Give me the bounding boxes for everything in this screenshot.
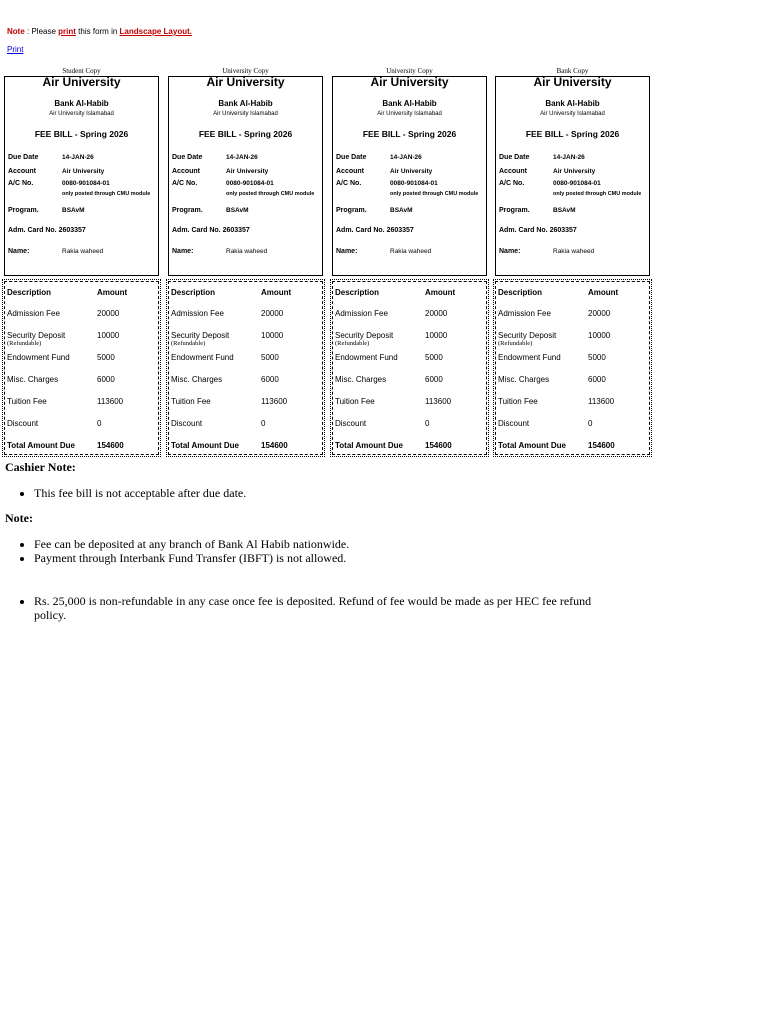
total-amount: 154600 bbox=[588, 441, 615, 450]
note-text-b: this form in bbox=[78, 27, 118, 36]
university-name: Air University bbox=[533, 76, 612, 89]
due-date: 14-JAN-26 bbox=[390, 154, 422, 161]
ac-no-row: A/C No. 0080-901084-01 bbox=[8, 180, 110, 187]
bill-title: FEE BILL - Spring 2026 bbox=[362, 129, 457, 139]
university-name: Air University bbox=[370, 76, 449, 89]
ac-note: only posted through CMU module bbox=[226, 191, 315, 197]
fee-table bbox=[332, 281, 487, 455]
ac-note: only posted through CMU module bbox=[390, 191, 479, 197]
fee-subnote: (Refundable) bbox=[498, 340, 533, 347]
university-name: Air University bbox=[42, 76, 121, 89]
due-date: 14-JAN-26 bbox=[62, 154, 94, 161]
fee-description: Admission Fee bbox=[335, 309, 388, 318]
fee-table-header bbox=[171, 288, 320, 302]
fee-description: Discount bbox=[7, 419, 39, 428]
fee-amount: 10000 bbox=[97, 331, 120, 340]
fee-amount: 5000 bbox=[425, 353, 443, 362]
student-name: Rakia waheed bbox=[226, 248, 268, 255]
fee-subnote: (Refundable) bbox=[7, 340, 42, 347]
ac-no: 0080-901084-01 bbox=[390, 180, 438, 187]
fee-description: Misc. Charges bbox=[171, 375, 223, 384]
fee-description: Misc. Charges bbox=[7, 375, 59, 384]
col-description: Description bbox=[7, 288, 52, 297]
fee-description: Misc. Charges bbox=[335, 375, 387, 384]
fee-row bbox=[171, 375, 320, 389]
fee-amount: 6000 bbox=[261, 375, 279, 384]
total-row bbox=[335, 441, 484, 455]
ac-no: 0080-901084-01 bbox=[226, 180, 274, 187]
fee-description: Discount bbox=[171, 419, 203, 428]
account-row: Account Air University bbox=[8, 168, 105, 175]
total-row bbox=[171, 441, 320, 455]
fee-description: Security Deposit bbox=[171, 331, 230, 340]
fee-row bbox=[7, 309, 156, 323]
note-layout: Landscape Layout. bbox=[119, 27, 192, 36]
fee-description: Endowment Fund bbox=[498, 353, 561, 362]
fee-row bbox=[335, 375, 484, 389]
adm-card-row: Adm. Card No. 2603357 bbox=[8, 227, 86, 234]
fee-row bbox=[335, 419, 484, 433]
account: Air University bbox=[390, 168, 433, 175]
ac-no-row: A/C No. 0080-901084-01 bbox=[499, 180, 601, 187]
note-print-word: print bbox=[58, 27, 76, 36]
total-label: Total Amount Due bbox=[171, 441, 239, 450]
due-date-row: Due Date 14-JAN-26 bbox=[172, 154, 258, 161]
fee-row bbox=[7, 419, 156, 433]
adm-card-no: 2603357 bbox=[549, 227, 577, 234]
account: Air University bbox=[226, 168, 269, 175]
fee-description: Tuition Fee bbox=[171, 397, 211, 406]
fee-description: Tuition Fee bbox=[498, 397, 538, 406]
note-list-2 bbox=[14, 594, 624, 622]
fee-description: Admission Fee bbox=[7, 309, 60, 318]
ac-note: only posted through CMU module bbox=[553, 191, 642, 197]
student-name: Rakia waheed bbox=[553, 248, 595, 255]
fee-amount: 10000 bbox=[588, 331, 611, 340]
fee-row bbox=[171, 353, 320, 367]
ac-no-row: A/C No. 0080-901084-01 bbox=[172, 180, 274, 187]
fee-table-header bbox=[335, 288, 484, 302]
adm-card-no: 2603357 bbox=[58, 227, 86, 234]
fee-amount: 6000 bbox=[588, 375, 606, 384]
total-amount: 154600 bbox=[97, 441, 124, 450]
total-label: Total Amount Due bbox=[498, 441, 566, 450]
fee-subnote: (Refundable) bbox=[171, 340, 206, 347]
fee-amount: 0 bbox=[588, 419, 593, 428]
fee-row bbox=[498, 419, 647, 433]
adm-card-no: 2603357 bbox=[386, 227, 414, 234]
fee-table bbox=[495, 281, 650, 455]
university-name: Air University bbox=[206, 76, 285, 89]
fee-row bbox=[7, 331, 156, 345]
fee-row bbox=[7, 375, 156, 389]
due-date-row: Due Date 14-JAN-26 bbox=[336, 154, 422, 161]
note-label: Note bbox=[7, 27, 25, 36]
bill-title: FEE BILL - Spring 2026 bbox=[525, 129, 620, 139]
ac-no-row: A/C No. 0080-901084-01 bbox=[336, 180, 438, 187]
col-description: Description bbox=[335, 288, 380, 297]
ac-note: only posted through CMU module bbox=[62, 191, 151, 197]
program: BSAvM bbox=[62, 207, 85, 214]
fee-amount: 6000 bbox=[425, 375, 443, 384]
fee-row bbox=[171, 331, 320, 345]
total-amount: 154600 bbox=[261, 441, 288, 450]
fee-description: Security Deposit bbox=[335, 331, 394, 340]
ac-no: 0080-901084-01 bbox=[62, 180, 110, 187]
bill-title: FEE BILL - Spring 2026 bbox=[198, 129, 293, 139]
fee-row bbox=[498, 309, 647, 323]
fee-row bbox=[335, 397, 484, 411]
fee-description: Admission Fee bbox=[498, 309, 551, 318]
copy-label: Student Copy bbox=[62, 67, 101, 75]
copy-label: University Copy bbox=[222, 67, 269, 75]
fee-description: Security Deposit bbox=[7, 331, 66, 340]
fee-row bbox=[498, 353, 647, 367]
name-row: Name: Rakia waheed bbox=[336, 248, 432, 255]
account: Air University bbox=[62, 168, 105, 175]
fee-amount: 113600 bbox=[97, 397, 124, 406]
fee-row bbox=[498, 375, 647, 389]
due-date-row: Due Date 14-JAN-26 bbox=[8, 154, 94, 161]
fee-amount: 6000 bbox=[97, 375, 115, 384]
fee-amount: 5000 bbox=[97, 353, 115, 362]
col-description: Description bbox=[498, 288, 543, 297]
adm-card-row: Adm. Card No. 2603357 bbox=[499, 227, 577, 234]
note-list bbox=[14, 537, 624, 565]
name-row: Name: Rakia waheed bbox=[172, 248, 268, 255]
col-amount: Amount bbox=[588, 288, 619, 297]
program: BSAvM bbox=[226, 207, 249, 214]
note-item: • Fee can be deposited at any branch of Bank Al Habib nationwide. bbox=[34, 537, 624, 551]
fee-description: Discount bbox=[335, 419, 367, 428]
fee-description: Admission Fee bbox=[171, 309, 224, 318]
fee-amount: 20000 bbox=[425, 309, 448, 318]
note-item: • Payment through Interbank Fund Transfer (IBFT) is not allowed. bbox=[34, 551, 624, 565]
total-label: Total Amount Due bbox=[335, 441, 403, 450]
fee-row bbox=[335, 331, 484, 345]
fee-bill-copy bbox=[168, 66, 323, 455]
copy-label: Bank Copy bbox=[556, 67, 589, 75]
col-amount: Amount bbox=[261, 288, 292, 297]
fee-amount: 10000 bbox=[261, 331, 284, 340]
fee-description: Tuition Fee bbox=[7, 397, 47, 406]
fee-description: Endowment Fund bbox=[335, 353, 398, 362]
cashier-note-list bbox=[14, 486, 624, 500]
bank-branch: Air University Islamabad bbox=[377, 111, 442, 117]
program-row: Program. BSAvM bbox=[336, 207, 413, 214]
fee-table bbox=[4, 281, 159, 455]
fee-bill-copy bbox=[495, 66, 650, 455]
due-date: 14-JAN-26 bbox=[226, 154, 258, 161]
name-row: Name: Rakia waheed bbox=[8, 248, 104, 255]
fee-row bbox=[335, 353, 484, 367]
copy-label: University Copy bbox=[386, 67, 433, 75]
fee-amount: 113600 bbox=[588, 397, 615, 406]
col-description: Description bbox=[171, 288, 216, 297]
fee-amount: 20000 bbox=[261, 309, 284, 318]
bill-header bbox=[4, 76, 159, 276]
col-amount: Amount bbox=[425, 288, 456, 297]
total-row bbox=[7, 441, 156, 455]
total-amount: 154600 bbox=[425, 441, 452, 450]
fee-description: Misc. Charges bbox=[498, 375, 550, 384]
fee-row bbox=[498, 397, 647, 411]
bank-branch: Air University Islamabad bbox=[213, 111, 278, 117]
student-name: Rakia waheed bbox=[62, 248, 104, 255]
adm-card-row: Adm. Card No. 2603357 bbox=[172, 227, 250, 234]
account-row: Account Air University bbox=[172, 168, 269, 175]
total-label: Total Amount Due bbox=[7, 441, 75, 450]
fee-description: Tuition Fee bbox=[335, 397, 375, 406]
bank-name: Bank Al-Habib bbox=[382, 99, 437, 108]
fee-row bbox=[171, 419, 320, 433]
fee-amount: 0 bbox=[425, 419, 430, 428]
program-row: Program. BSAvM bbox=[172, 207, 249, 214]
fee-description: Endowment Fund bbox=[7, 353, 70, 362]
total-row bbox=[498, 441, 647, 455]
fee-row bbox=[171, 309, 320, 323]
bill-header bbox=[168, 76, 323, 276]
adm-card-row: Adm. Card No. 2603357 bbox=[336, 227, 414, 234]
due-date: 14-JAN-26 bbox=[553, 154, 585, 161]
bank-name: Bank Al-Habib bbox=[54, 99, 109, 108]
bank-branch: Air University Islamabad bbox=[540, 111, 605, 117]
fee-description: Endowment Fund bbox=[171, 353, 234, 362]
fee-table-header bbox=[498, 288, 647, 302]
fee-row bbox=[7, 397, 156, 411]
bank-branch: Air University Islamabad bbox=[49, 111, 114, 117]
fee-row bbox=[171, 397, 320, 411]
note-title: Note: bbox=[5, 511, 33, 525]
print-link[interactable]: Print bbox=[7, 45, 24, 54]
print-instruction: Note : Please print this form in Landscape Layout. bbox=[7, 27, 192, 36]
fee-row bbox=[498, 331, 647, 345]
student-name: Rakia waheed bbox=[390, 248, 432, 255]
ac-no: 0080-901084-01 bbox=[553, 180, 601, 187]
fee-amount: 5000 bbox=[588, 353, 606, 362]
fee-amount: 20000 bbox=[97, 309, 120, 318]
cashier-note-item: • This fee bill is not acceptable after due date. bbox=[34, 486, 624, 500]
fee-table-header bbox=[7, 288, 156, 302]
fee-amount: 113600 bbox=[261, 397, 288, 406]
fee-amount: 5000 bbox=[261, 353, 279, 362]
fee-amount: 113600 bbox=[425, 397, 452, 406]
adm-card-no: 2603357 bbox=[222, 227, 250, 234]
col-amount: Amount bbox=[97, 288, 128, 297]
note-text-a: Please bbox=[31, 27, 56, 36]
account-row: Account Air University bbox=[499, 168, 596, 175]
fee-bill-copy bbox=[332, 66, 487, 455]
account: Air University bbox=[553, 168, 596, 175]
program: BSAvM bbox=[553, 207, 576, 214]
fee-table bbox=[168, 281, 323, 455]
fee-amount: 10000 bbox=[425, 331, 448, 340]
fee-amount: 20000 bbox=[588, 309, 611, 318]
fee-subnote: (Refundable) bbox=[335, 340, 370, 347]
due-date-row: Due Date 14-JAN-26 bbox=[499, 154, 585, 161]
name-row: Name: Rakia waheed bbox=[499, 248, 595, 255]
fee-row bbox=[335, 309, 484, 323]
fee-description: Security Deposit bbox=[498, 331, 557, 340]
fee-amount: 0 bbox=[261, 419, 266, 428]
bill-title: FEE BILL - Spring 2026 bbox=[34, 129, 129, 139]
fee-description: Discount bbox=[498, 419, 530, 428]
bill-header bbox=[332, 76, 487, 276]
cashier-note-title: Cashier Note: bbox=[5, 460, 76, 474]
note-item: • Rs. 25,000 is non-refundable in any case once fee is deposited. Refund of fee would be made as per HEC fee refund policy. bbox=[34, 594, 624, 622]
fee-bill-copy bbox=[4, 66, 159, 455]
bank-name: Bank Al-Habib bbox=[545, 99, 600, 108]
bill-header bbox=[495, 76, 650, 276]
program-row: Program. BSAvM bbox=[8, 207, 85, 214]
fee-row bbox=[7, 353, 156, 367]
account-row: Account Air University bbox=[336, 168, 433, 175]
program-row: Program. BSAvM bbox=[499, 207, 576, 214]
program: BSAvM bbox=[390, 207, 413, 214]
bank-name: Bank Al-Habib bbox=[218, 99, 273, 108]
fee-amount: 0 bbox=[97, 419, 102, 428]
